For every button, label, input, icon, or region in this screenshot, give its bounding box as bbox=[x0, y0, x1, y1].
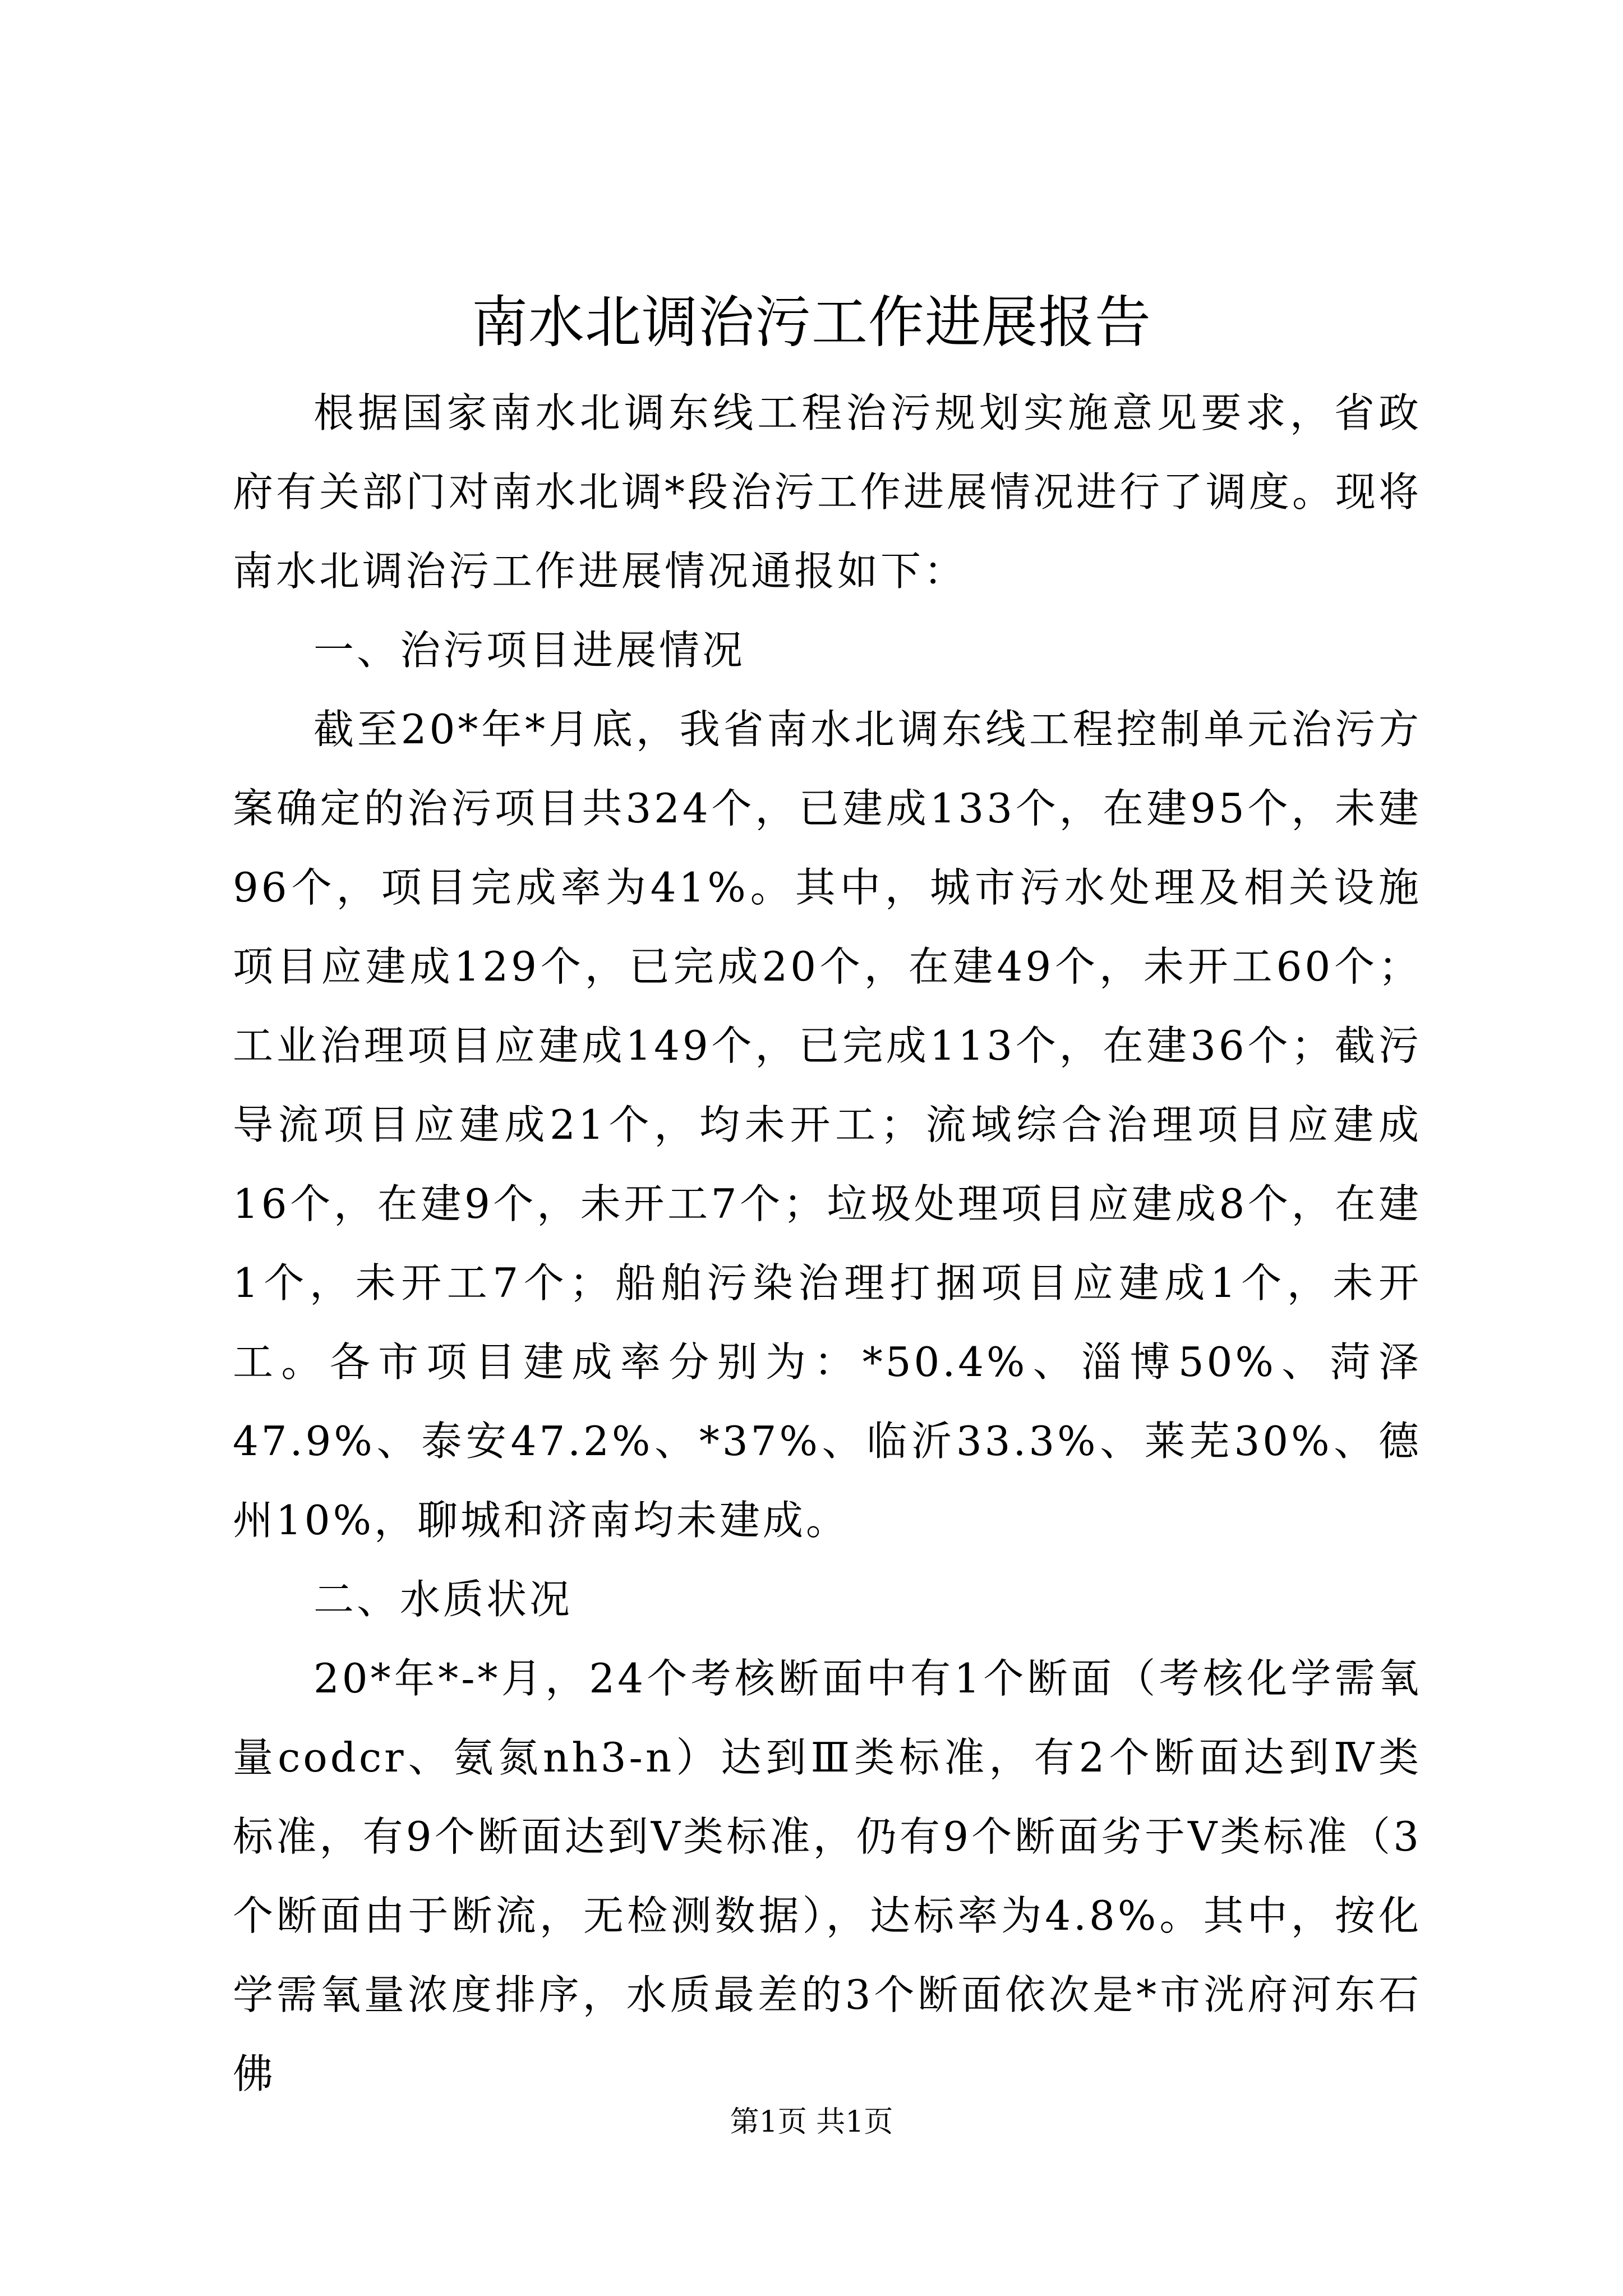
document-title: 南水北调治污工作进展报告 bbox=[472, 289, 1151, 355]
paragraph-water-quality: 20*年*-*月，24个考核断面中有1个断面（考核化学需氧量codcr、氨氮nh3-n）达到Ⅲ类标准，有2个断面达到Ⅳ类标准，有9个断面达到Ⅴ类标准，仍有9个断面劣于Ⅴ类标准（3个断面由于断流，无检测数据），达标率为4.8%。其中，按化学需氧量浓度排序，水质最差的3个断面依次是*市洸府河东石佛 bbox=[233, 1655, 1422, 2097]
document-body bbox=[233, 374, 1422, 2114]
section-heading-2: 二、水质状况 bbox=[313, 1576, 573, 1623]
paragraph-project-progress: 截至20*年*月底，我省南水北调东线工程控制单元治污方案确定的治污项目共324个，已建成133个，在建95个，未建96个，项目完成率为41%。其中，城市污水处理及相关设施项目应建成129个，已完成20个，在建49个，未开工60个；工业治理项目应建成149个，已完成113个，在建36个；截污导流项目应建成21个，均未开工；流域综合治理项目应建成16个，在建9个，未开工7个；垃圾处理项目应建成8个，在建1个，未开工7个；船舶污染治理打捆项目应建成1个，未开工。各市项目建成率分别为：*50.4%、淄博50%、菏泽47.9%、泰安47.2%、*37%、临沂33.3%、莱芜30%、德州10%，聊城和济南均未建成。 bbox=[233, 706, 1422, 1544]
section-heading-1: 一、治污项目进展情况 bbox=[313, 627, 746, 674]
paragraph-intro: 根据国家南水北调东线工程治污规划实施意见要求，省政府有关部门对南水北调*段治污工作进展情况进行了调度。现将南水北调治污工作进展情况通报如下： bbox=[233, 389, 1422, 595]
page-footer: 第1页 共1页 bbox=[730, 2105, 893, 2139]
